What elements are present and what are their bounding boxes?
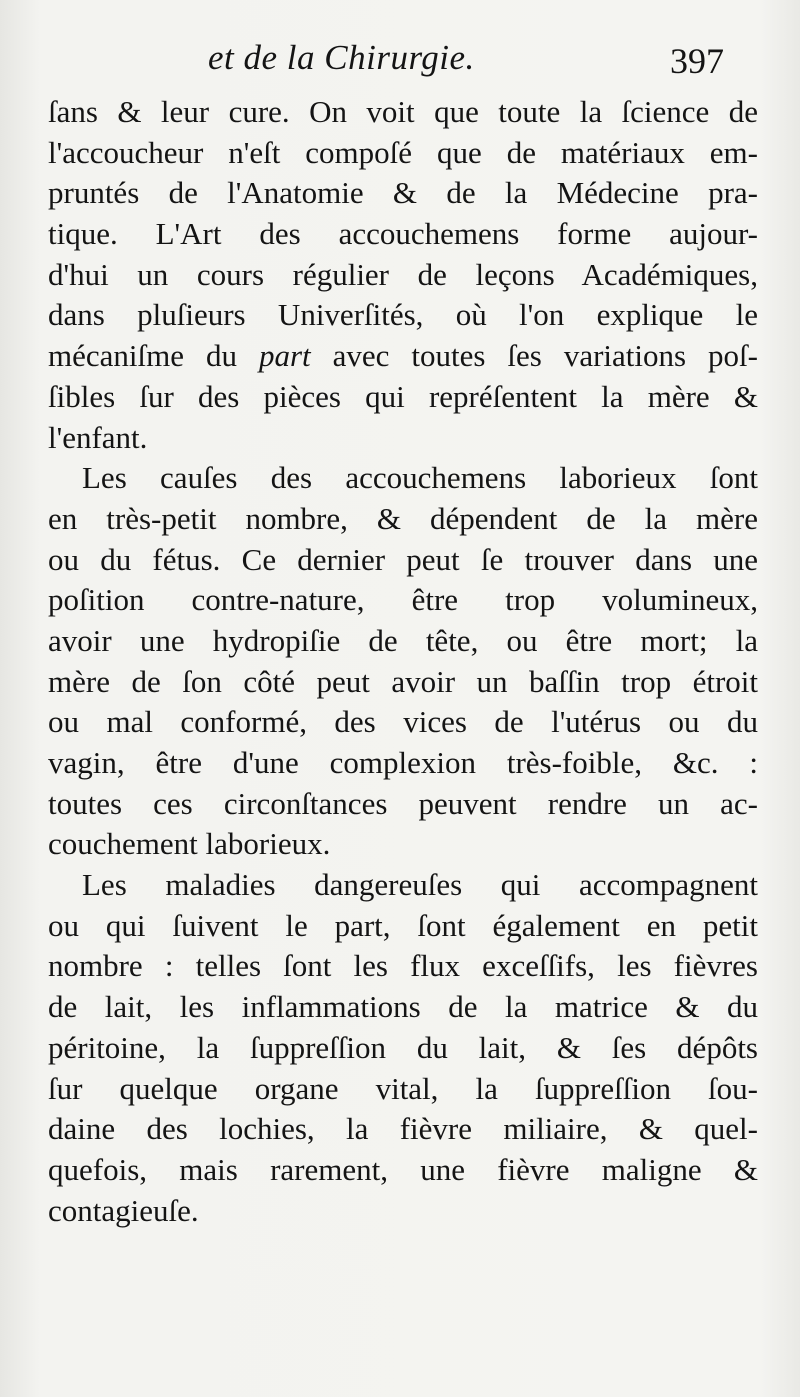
text-line: ou qui ſuivent le part, ſont également en petit <box>48 907 758 943</box>
text-line: ſibles ſur des pièces qui repréſentent la mère & <box>48 378 758 414</box>
body-text <box>48 92 758 1231</box>
page-header <box>0 38 800 88</box>
text-line: Les cauſes des accouchemens laborieux ſont <box>82 460 758 496</box>
text-line: ou mal conformé, des vices de l'utérus ou du <box>48 704 758 740</box>
text-line: l'accoucheur n'eſt compoſé que de matériaux em- <box>48 134 758 170</box>
text-line: tique. L'Art des accouchemens forme aujour- <box>48 216 758 252</box>
text-line: dans pluſieurs Univerſités, où l'on explique le <box>48 297 758 333</box>
text-line: couchement laborieux. <box>48 826 331 862</box>
text-line: l'enfant. <box>48 419 148 455</box>
text-line: quefois, mais rarement, une fièvre maligne & <box>48 1151 758 1187</box>
text-line: daine des lochies, la fièvre miliaire, & quel- <box>48 1111 758 1147</box>
text-line: ſans & leur cure. On voit que toute la ſcience de <box>48 94 758 129</box>
text-line: pruntés de l'Anatomie & de la Médecine pra- <box>48 175 758 211</box>
page-number: 397 <box>670 41 724 81</box>
text-line: péritoine, la ſuppreſſion du lait, & ſes dépôts <box>48 1029 758 1065</box>
text-segment: avec toutes ſes variations poſ- <box>310 338 758 374</box>
text-line: ſur quelque organe vital, la ſuppreſſion ſou- <box>48 1070 758 1106</box>
text-line: d'hui un cours régulier de leçons Académiques, <box>48 256 758 292</box>
running-title: et de la Chirurgie. <box>208 38 475 77</box>
text-line: vagin, être d'une complexion très-foible, &c. : <box>48 745 758 780</box>
text-line: de lait, les inflammations de la matrice & du <box>48 989 758 1025</box>
text-line: avoir une hydropiſie de tête, ou être mort; la <box>48 622 758 658</box>
text-line: contagieuſe. <box>48 1192 199 1228</box>
text-line: Les maladies dangereuſes qui accompagnent <box>82 867 758 903</box>
text-line: en très-petit nombre, & dépendent de la mère <box>48 500 758 536</box>
paragraph-3 <box>48 865 758 1231</box>
text-line: toutes ces circonſtances peuvent rendre un ac- <box>48 785 758 821</box>
text-segment: mécaniſme du <box>48 338 259 374</box>
text-line: nombre : telles ſont les flux exceſſifs, les fièvres <box>48 948 758 984</box>
text-line: ou du fétus. Ce dernier peut ſe trouver dans une <box>48 541 758 577</box>
paragraph-2 <box>48 458 758 865</box>
text-line: mère de ſon côté peut avoir un baſſin trop étroit <box>48 663 758 699</box>
paragraph-1 <box>48 92 758 458</box>
text-line-with-italic <box>48 336 758 377</box>
text-line: poſition contre-nature, être trop volumineux, <box>48 582 758 618</box>
italic-word: part <box>258 338 311 374</box>
